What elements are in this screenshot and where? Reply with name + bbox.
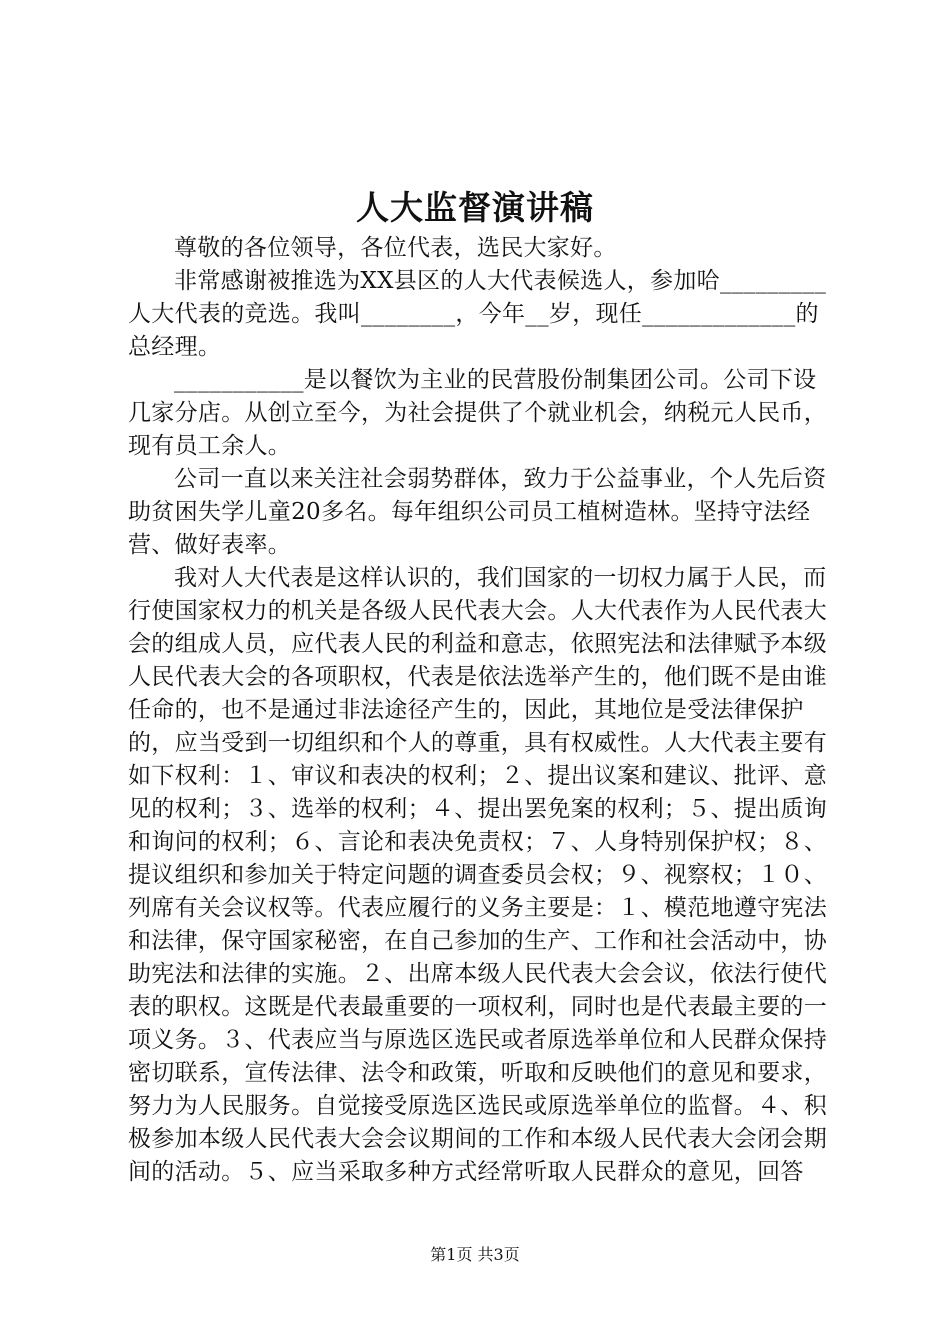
paragraph-rights-duties: 我对人大代表是这样认识的，我们国家的一切权力属于人民，而行使国家权力的机关是各级人民代表大会。人大代表作为人民代表大会的组成人员，应代表人民的利益和意志，依照宪法和法律赋予本级人民代表大会的各项职权，代表是依法选举产生的，他们既不是由谁任命的，也不是通过非法途径产生的，因此，其地位是受法律保护的，应当受到一切组织和个人的尊重，具有权威性。人大代表主要有如下权利：１、审议和表决的权利；２、提出议案和建议、批评、意见的权利；３、选举的权利；４、提出罢免案的权利；５、提出质询和询问的权利；６、言论和表决免责权；７、人身特别保护权；８、提议组织和参加关于特定问题的调查委员会权；９、视察权；１０、列席有关会议权等。代表应履行的义务主要是：１、模范地遵守宪法和法律，保守国家秘密，在自己参加的生产、工作和社会活动中，协助宪法和法律的实施。２、出席本级人民代表大会会议，依法行使代表的职权。这既是代表最重要的一项权利，同时也是代表最主要的一项义务。３、代表应当与原选区选民或者原选举单位和人民群众保持密切联系，宣传法律、法令和政策，听取和反映他们的意见和要求，努力为人民服务。自觉接受原选区选民或原选举单位的监督。４、积极参加本级人民代表大会会议期间的工作和本级人民代表大会闭会期间的活动。５、应当采取多种方式经常听取人民群众的意见，回答 [128, 565, 827, 1185]
paragraph-greeting: 尊敬的各位领导，各位代表，选民大家好。 [174, 235, 617, 261]
document-title: 人大监督演讲稿 [356, 188, 594, 227]
page-footer: 第1页 共3页 [430, 1245, 520, 1264]
paragraph-charity: 公司一直以来关注社会弱势群体，致力于公益事业，个人先后资助贫困失学儿童20多名。每年组织公司员工植树造林。坚持守法经营、做好表率。 [128, 466, 827, 558]
paragraph-introduction: 非常感谢被推选为XX县区的人大代表候选人，参加哈_________人大代表的竞选。我叫________，今年__岁，现任_____________的总经理。 [128, 268, 827, 360]
document-body [128, 232, 828, 1189]
paragraph-company: ___________是以餐饮为主业的民营股份制集团公司。公司下设几家分店。从创立至今，为社会提供了个就业机会，纳税元人民币，现有员工余人。 [128, 367, 827, 459]
